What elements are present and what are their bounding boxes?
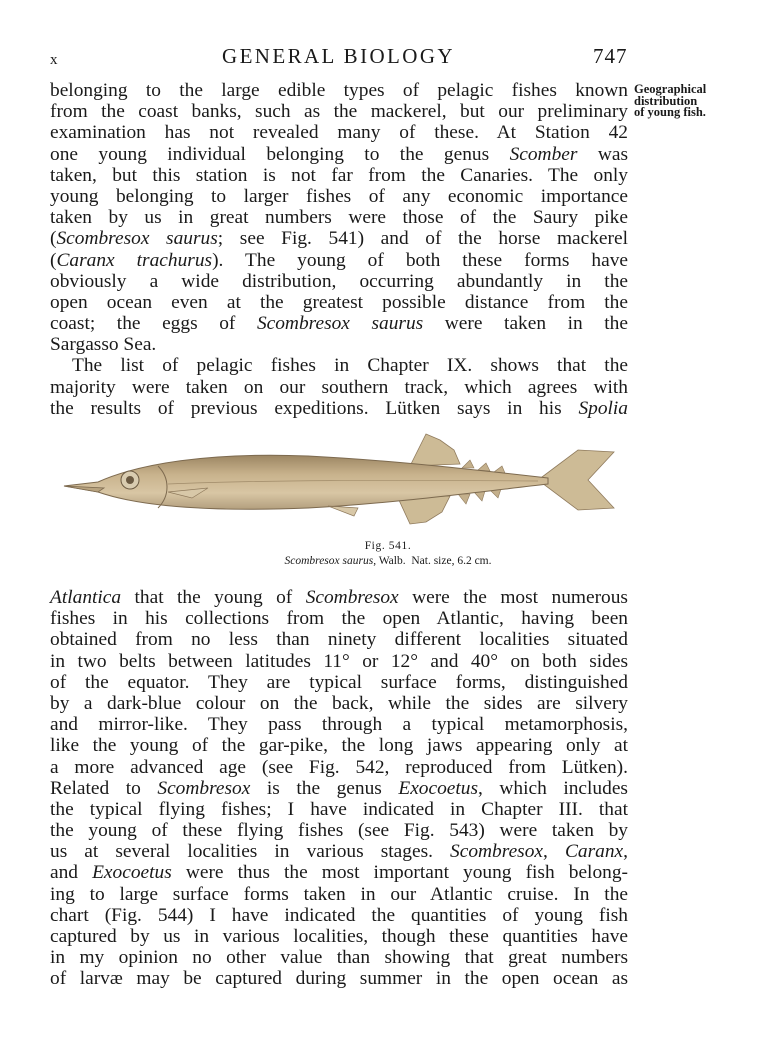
text-line: chart (Fig. 544) I have indicated the quantities of young fish bbox=[50, 904, 628, 926]
text-line: the results of previous expeditions. Lütken says in his Spolia bbox=[50, 397, 628, 419]
margin-note-line: Geographical bbox=[634, 82, 707, 96]
page-number: 747 bbox=[593, 44, 628, 68]
text-line: fishes in his collections from the open Atlantic, having been bbox=[50, 608, 628, 630]
text-line: Related to Scombresox is the genus Exocoetus, which includes bbox=[50, 777, 628, 799]
text-line: examination has not revealed many of these. At Station 42 bbox=[50, 122, 628, 144]
text-line: captured by us in various localities, though these quantities have bbox=[50, 926, 628, 947]
caption-author: , Walb. bbox=[373, 555, 406, 567]
signature-mark: x bbox=[50, 52, 58, 68]
figure-label: Fig. 541. bbox=[364, 540, 412, 552]
text-line: of the equator. They are typical surface forms, distinguished bbox=[50, 671, 628, 693]
text-line: young belonging to larger fishes of any economic importance bbox=[50, 185, 628, 207]
margin-note bbox=[634, 84, 734, 119]
text-line: taken, but this station is not far from the Canaries. The only bbox=[50, 164, 628, 186]
text-line: coast; the eggs of Scombresox saurus were taken in the bbox=[50, 313, 628, 335]
body-text-bottom bbox=[50, 587, 628, 990]
text-line: one young individual belonging to the genus Scomber was bbox=[50, 143, 628, 165]
text-line: open ocean even at the greatest possible distance from the bbox=[50, 291, 628, 313]
text-line: (Scombresox saurus; see Fig. 541) and of the horse mackerel bbox=[50, 228, 628, 250]
text-line: taken by us in great numbers were those of the Saury pike bbox=[50, 207, 628, 229]
text-line: ing to large surface forms taken in our Atlantic cruise. In the bbox=[50, 883, 628, 905]
text-line: (Caranx trachurus). The young of both these forms have bbox=[50, 249, 628, 271]
body-text-top bbox=[50, 80, 628, 419]
caption-species: Scombresox saurus bbox=[284, 555, 374, 567]
text-line: and Exocoetus were thus the most important young fish belong- bbox=[50, 862, 628, 884]
text-line: the typical flying fishes; I have indicated in Chapter III. that bbox=[50, 798, 628, 820]
text-line: like the young of the gar-pike, the long jaws appearing only at bbox=[50, 735, 628, 757]
text-line: The list of pelagic fishes in Chapter IX. shows that the bbox=[72, 355, 628, 377]
text-line: obviously a wide distribution, occurring abundantly in the bbox=[50, 270, 628, 292]
text-line: by a dark-blue colour on the back, while the sides are silvery bbox=[50, 692, 628, 714]
running-title: GENERAL BIOLOGY bbox=[222, 44, 455, 68]
text-line: Atlantica that the young of Scombresox were the most numerous bbox=[50, 587, 628, 608]
figure-caption bbox=[0, 555, 776, 567]
text-line: the young of these flying fishes (see Fig. 543) were taken by bbox=[50, 820, 628, 842]
text-line: a more advanced age (see Fig. 542, reproduced from Lütken). bbox=[50, 756, 628, 778]
margin-note-line: of young fish. bbox=[634, 105, 706, 119]
text-line: obtained from no less than ninety different localities situated bbox=[50, 629, 628, 651]
fish-illustration bbox=[58, 430, 622, 535]
text-line: in two belts between latitudes 11° or 12° and 40° on both sides bbox=[50, 650, 628, 672]
text-line: belonging to the large edible types of pelagic fishes known bbox=[50, 80, 628, 101]
caption-size: Nat. size, 6.2 cm. bbox=[411, 555, 492, 567]
text-line: of larvæ may be captured during summer in the open ocean as bbox=[50, 968, 628, 990]
text-line: us at several localities in various stages. Scombresox, Caranx, bbox=[50, 841, 628, 863]
text-line: and mirror-like. They pass through a typical metamorphosis, bbox=[50, 714, 628, 736]
text-line: from the coast banks, such as the mackerel, but our preliminary bbox=[50, 101, 628, 123]
text-line: in my opinion no other value than showing that great numbers bbox=[50, 947, 628, 969]
text-line: majority were taken on our southern track, which agrees with bbox=[50, 376, 628, 398]
text-line: Sargasso Sea. bbox=[50, 334, 157, 356]
margin-note-line: distribution bbox=[634, 93, 698, 108]
